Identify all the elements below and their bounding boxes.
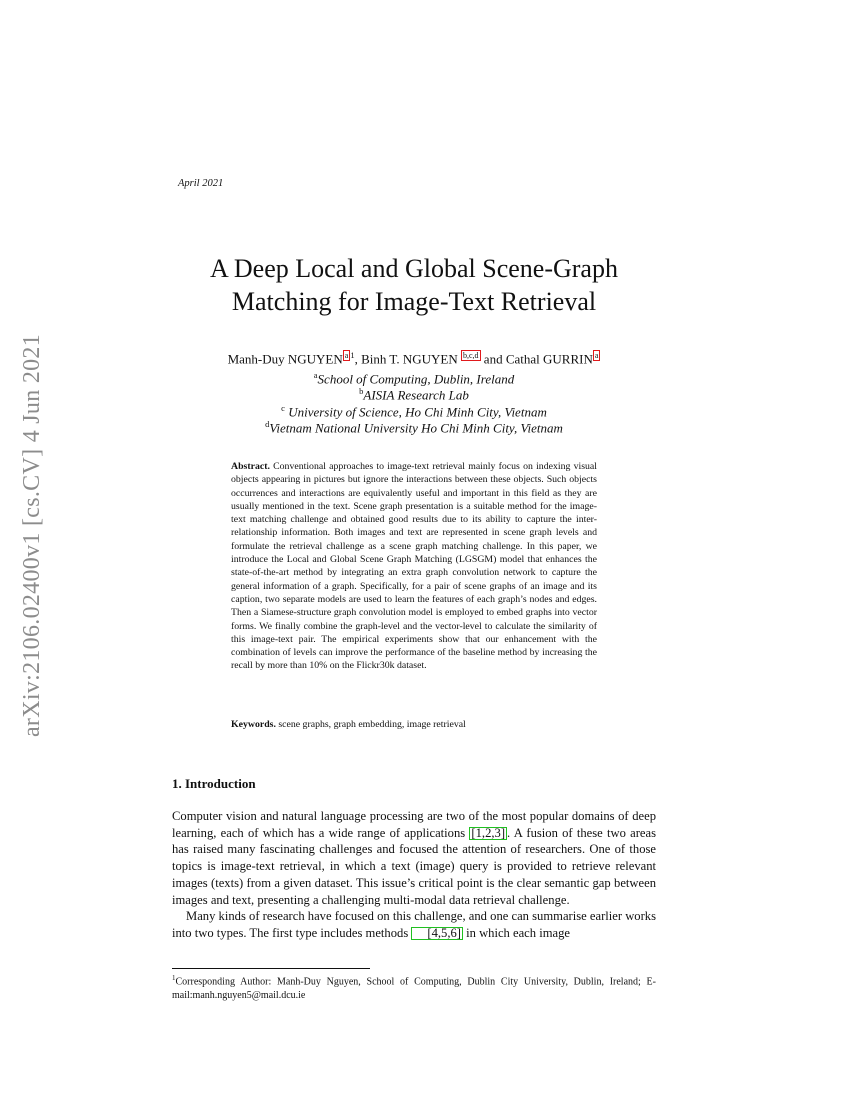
paragraph — [172, 908, 656, 941]
footnote-mark: 1 — [172, 974, 176, 982]
title-line-1: A Deep Local and Global Scene-Graph — [210, 254, 618, 283]
affiliation — [172, 419, 656, 436]
affiliation — [172, 370, 656, 387]
affiliation-text: University of Science, Ho Chi Minh City, Vietnam — [288, 404, 547, 420]
citation-link[interactable]: [1,2,3] — [471, 825, 506, 840]
footnote-text: Corresponding Author: Manh-Duy Nguyen, School of Computing, Dublin City University, Dublin, Ireland; E-mail:manh.nguyen5@mail.dcu.ie — [172, 976, 656, 1001]
footnote-ref: 1 — [350, 350, 355, 360]
affiliation-ref-link[interactable]: a — [594, 351, 599, 360]
citation-link[interactable]: [4,5,6] — [411, 927, 463, 940]
paper-title — [172, 252, 656, 318]
arxiv-sidebar — [13, 300, 53, 770]
affiliation-text: School of Computing, Dublin, Ireland — [317, 371, 515, 387]
paragraph — [172, 808, 656, 908]
keywords — [231, 719, 597, 730]
footnote — [172, 972, 656, 1002]
arxiv-identifier[interactable]: arXiv:2106.02400v1 [cs.CV] 4 Jun 2021 — [19, 333, 46, 737]
affiliation — [172, 386, 656, 403]
affiliation-ref-link[interactable]: a — [344, 351, 349, 360]
author-name: Manh-Duy NGUYEN — [227, 351, 343, 367]
publication-date: April 2021 — [178, 178, 224, 189]
section-heading: 1. Introduction — [172, 776, 256, 791]
affiliation — [172, 403, 656, 420]
keywords-label: Keywords. — [231, 719, 276, 730]
paragraph-text: in which each image — [462, 925, 570, 940]
affiliation-mark: c — [281, 403, 285, 413]
keywords-text: scene graphs, graph embedding, image retrieval — [275, 719, 466, 730]
author-list — [172, 350, 656, 367]
affiliation-mark: b — [359, 386, 364, 396]
affiliation-ref-link[interactable]: b,c,d — [462, 351, 479, 360]
author-name: , Binh T. NGUYEN — [354, 351, 461, 367]
footnote-divider — [172, 968, 370, 969]
affiliation-text: AISIA Research Lab — [363, 387, 469, 403]
affiliation-mark: a — [313, 370, 318, 380]
paragraph-text: . A fusion of these two areas has raised many fascinating challenges and focused the attention of researchers. One of those topics is image-text retrieval, in which a text (image) query is provided to retrieve relevant images (texts) from a given dataset. This issue’s critical point is the clear semantic gap between images and text, presenting a challenging multi-modal data retrieval challenge. — [172, 825, 656, 907]
abstract — [231, 460, 597, 673]
affiliation-mark: d — [265, 419, 270, 429]
title-line-2: Matching for Image-Text Retrieval — [231, 287, 597, 316]
paragraph-text: Computer vision and natural language processing are two of the most popular domains of deep learning, each of which has a wide range of applications — [172, 809, 656, 840]
body-text — [172, 808, 656, 942]
affiliation-text: Vietnam National University Ho Chi Minh City, Vietnam — [269, 420, 563, 436]
abstract-text: Conventional approaches to image-text retrieval mainly focus on indexing visual objects appearing in pictures but ignore the interactions between these objects. Such objects occurrences and interactions are equivalently useful and important in this field as they are usually mentioned in the text. Scene graph presentation is a suitable method for the image-text matching challenge and obtained good results due to its ability to capture the inter-relationship information. Both images and text are represented in scene graph levels and formulate the retrieval challenge as a scene graph matching challenge. In this paper, we introduce the Local and Global Scene Graph Matching (LGSGM) model that enhances the state-of-the-art method by integrating an extra graph convolution network to capture the general information of a graph. Specifically, for a pair of scene graphs of an image and its caption, two separate models are used to learn the features of each graph’s nodes and edges. Then a Siamese-structure graph convolution model is employed to embed graphs into vector forms. We finally combine the graph-level and the vector-level to calculate the similarity of this image-text pair. The empirical experiments show that our enhancement with the combination of levels can improve the performance of the baseline method by increasing the recall by more than 10% on the Flickr30k dataset. — [231, 461, 597, 672]
abstract-label: Abstract. — [231, 461, 270, 472]
paragraph-text: Many kinds of research have focused on this challenge, and one can summarise earlier works into two types. The first type includes methods — [172, 909, 656, 940]
author-name: and Cathal GURRIN — [480, 351, 593, 367]
